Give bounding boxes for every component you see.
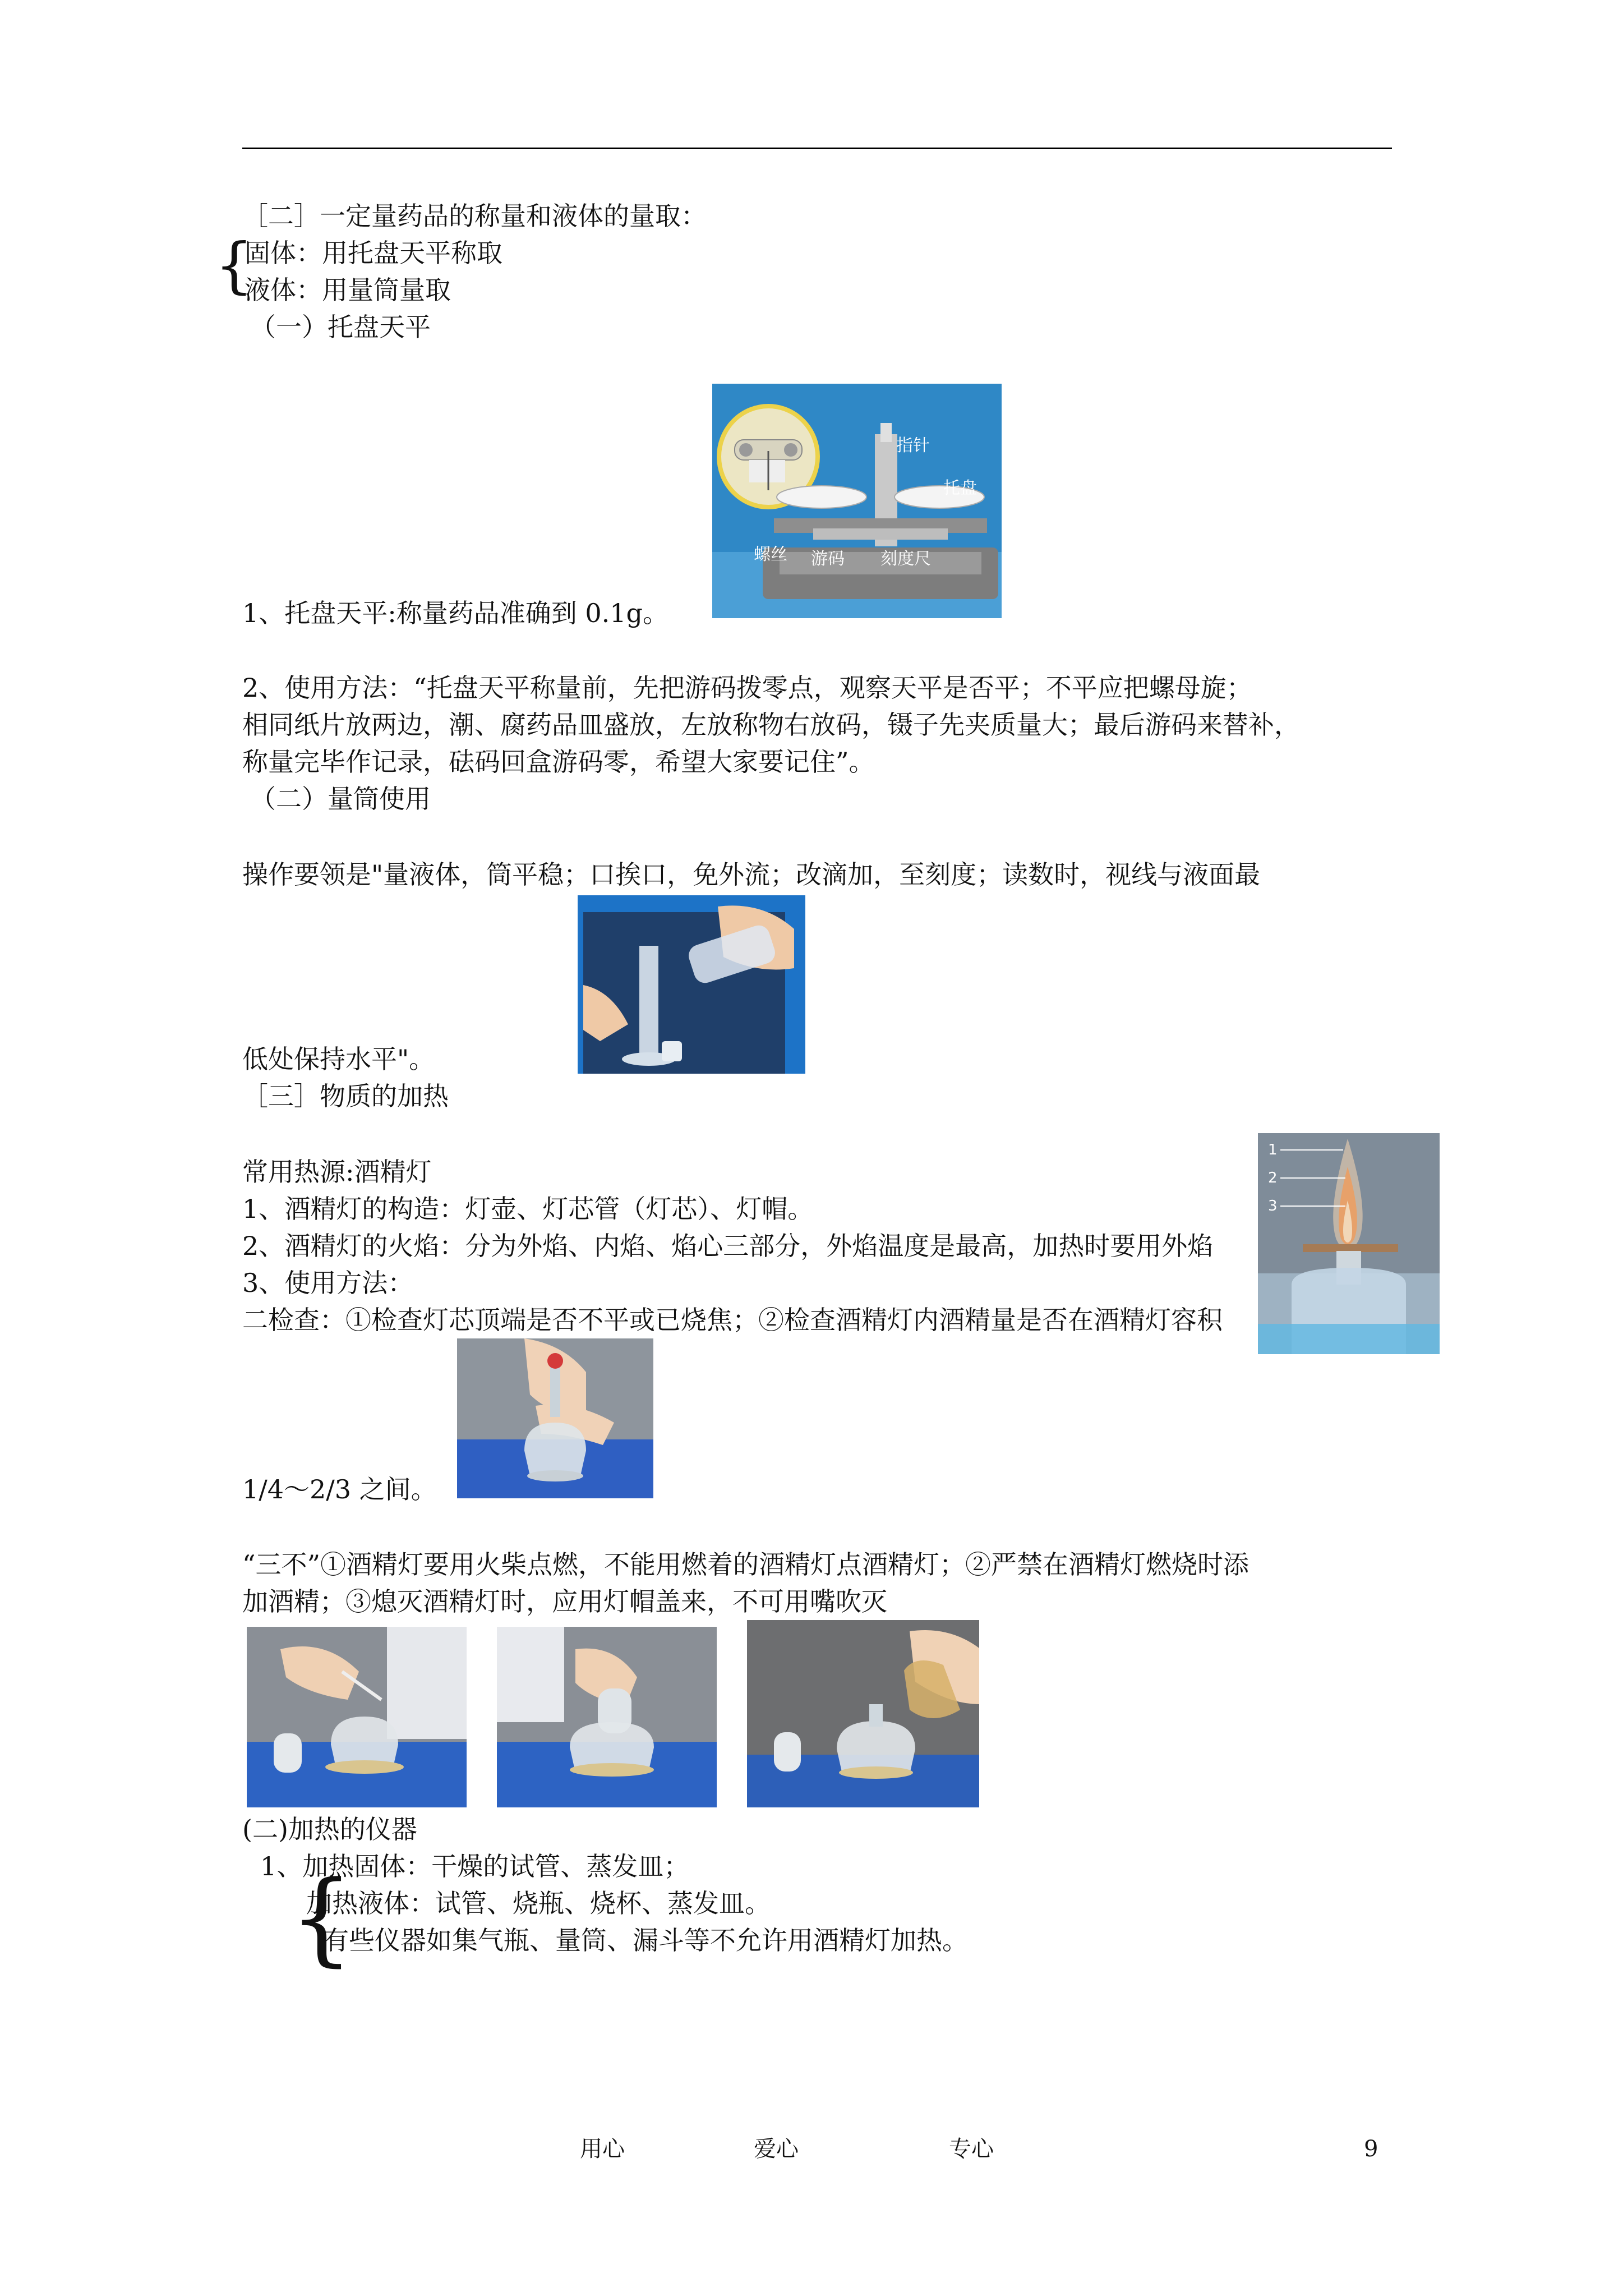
section-3-title: ［三］物质的加热 (242, 1081, 449, 1111)
flame-image (1258, 1133, 1440, 1354)
heat-liquid-line: 加热液体：试管、烧瓶、烧杯、蒸发皿。 (306, 1888, 771, 1918)
lamp-lighting-image (247, 1627, 467, 1807)
flame-label-3: 3 (1268, 1198, 1278, 1214)
adding-alcohol-image (747, 1620, 979, 1807)
balance-accuracy: 1、托盘天平:称量药品准确到 0.1g。 (242, 598, 668, 628)
balance-usage-line-2: 相同纸片放两边，潮、腐药品皿盛放，左放称物右放码，镊子先夹质量大；最后游码来替补， (242, 710, 1300, 740)
subsection-balance: （一）托盘天平 (250, 312, 431, 342)
brace: { (215, 231, 253, 301)
lamp-capping-image (497, 1627, 717, 1807)
usage-method: 3、使用方法： (242, 1268, 414, 1298)
section-2-title: ［二］一定量药品的称量和液体的量取： (242, 201, 707, 231)
balance-image (712, 384, 1002, 618)
heating-instruments-title: (二)加热的仪器 (242, 1814, 417, 1844)
balance-usage-line-1: 2、使用方法：“托盘天平称量前，先把游码拨零点，观察天平是否平；不平应把螺母旋； (242, 673, 1252, 703)
three-nots-line-2: 加酒精；③熄灭酒精灯时，应用灯帽盖来，不可用嘴吹灭 (242, 1586, 887, 1617)
cylinder-rule-line-1: 操作要领是"量液体，筒平稳；口挨口，免外流；改滴加，至刻度；读数时，视线与液面最 (242, 859, 1261, 890)
balance-label-rider: 游码 (811, 549, 845, 569)
heat-source: 常用热源:酒精灯 (242, 1157, 432, 1187)
flame-label-1: 1 (1268, 1142, 1278, 1158)
check-line: 二检查：①检查灯芯顶端是否不平或已烧焦；②检查酒精灯内酒精量是否在酒精灯容积 (242, 1305, 1223, 1335)
footer-text-1: 用心 (580, 2136, 625, 2162)
heat-solid-line: 1、加热固体：干燥的试管、蒸发皿； (260, 1851, 690, 1881)
no-heat-line: 有些仪器如集气瓶、量筒、漏斗等不允许用酒精灯加热。 (323, 1925, 968, 1955)
balance-label-scale: 刻度尺 (880, 549, 931, 569)
lamp-structure: 1、酒精灯的构造：灯壶、灯芯管（灯芯）、灯帽。 (242, 1194, 814, 1224)
flame-label-2: 2 (1268, 1170, 1278, 1186)
cylinder-rule-line-2: 低处保持水平"。 (242, 1044, 435, 1074)
balance-label-pointer: 指针 (896, 436, 930, 455)
balance-label-screw: 螺丝 (754, 545, 787, 564)
footer-text-3: 专心 (949, 2136, 994, 2162)
header-rule (242, 148, 1392, 149)
subsection-cylinder: （二）量筒使用 (250, 784, 431, 814)
range-line: 1/4～2/3 之间。 (242, 1474, 437, 1504)
balance-label-pan: 托盘 (943, 478, 977, 498)
three-nots-line-1: “三不”①酒精灯要用火柴点燃，不能用燃着的酒精灯点酒精灯；②严禁在酒精灯燃烧时添 (242, 1549, 1249, 1580)
balance-usage-line-3: 称量完毕作记录，砝码回盒游码零，希望大家要记住”。 (242, 747, 875, 777)
lamp-check-image (457, 1338, 653, 1498)
page-number: 9 (1364, 2136, 1378, 2162)
footer-text-2: 爱心 (754, 2136, 799, 2162)
lamp-flame: 2、酒精灯的火焰：分为外焰、内焰、焰心三部分，外焰温度是最高，加热时要用外焰 (242, 1231, 1214, 1261)
liquid-line: 液体：用量筒量取 (245, 275, 451, 305)
cylinder-image (578, 895, 805, 1074)
brace: { (289, 1860, 354, 1977)
solid-line: 固体：用托盘天平称取 (245, 238, 502, 268)
